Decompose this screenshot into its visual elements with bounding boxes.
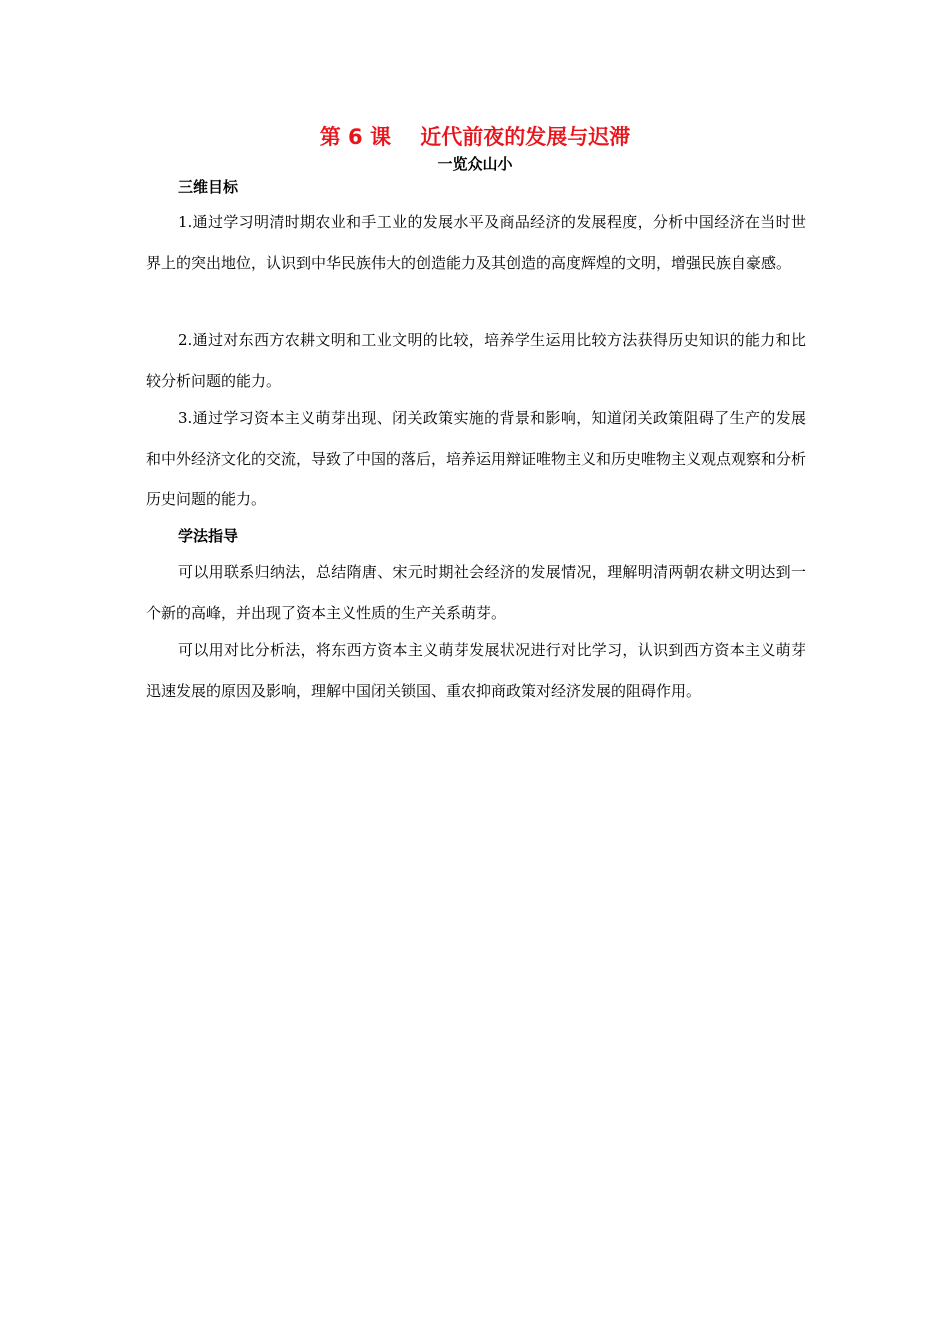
section-heading-method: 学法指导 — [178, 527, 239, 545]
method-paragraph-2: 可以用对比分析法，将东西方资本主义萌芽发展状况进行对比学习，认识到西方资本主义萌芽迅速发展的原因及影响，理解中国闭关锁国、重农抑商政策对经济发展的阻碍作用。 — [146, 641, 806, 700]
lesson-title: 第 6 课 近代前夜的发展与迟滞 — [319, 125, 631, 149]
method-paragraph-1: 可以用联系归纳法，总结隋唐、宋元时期社会经济的发展情况，理解明清两朝农耕文明达到一个新的高峰，并出现了资本主义性质的生产关系萌芽。 — [146, 563, 806, 622]
objective-paragraph-2: 2.通过对东西方农耕文明和工业文明的比较，培养学生运用比较方法获得历史知识的能力和比较分析问题的能力。 — [146, 331, 806, 390]
section-heading-objectives: 三维目标 — [178, 178, 239, 196]
objective-paragraph-3: 3.通过学习资本主义萌芽出现、闭关政策实施的背景和影响，知道闭关政策阻碍了生产的发展和中外经济文化的交流，导致了中国的落后，培养运用辩证唯物主义和历史唯物主义观点观察和分析历史问题的能力。 — [146, 409, 807, 508]
lesson-subtitle: 一览众山小 — [437, 155, 513, 173]
objective-paragraph-1: 1.通过学习明清时期农业和手工业的发展水平及商品经济的发展程度，分析中国经济在当时世界上的突出地位，认识到中华民族伟大的创造能力及其创造的高度辉煌的文明，增强民族自豪感。 — [146, 213, 806, 272]
